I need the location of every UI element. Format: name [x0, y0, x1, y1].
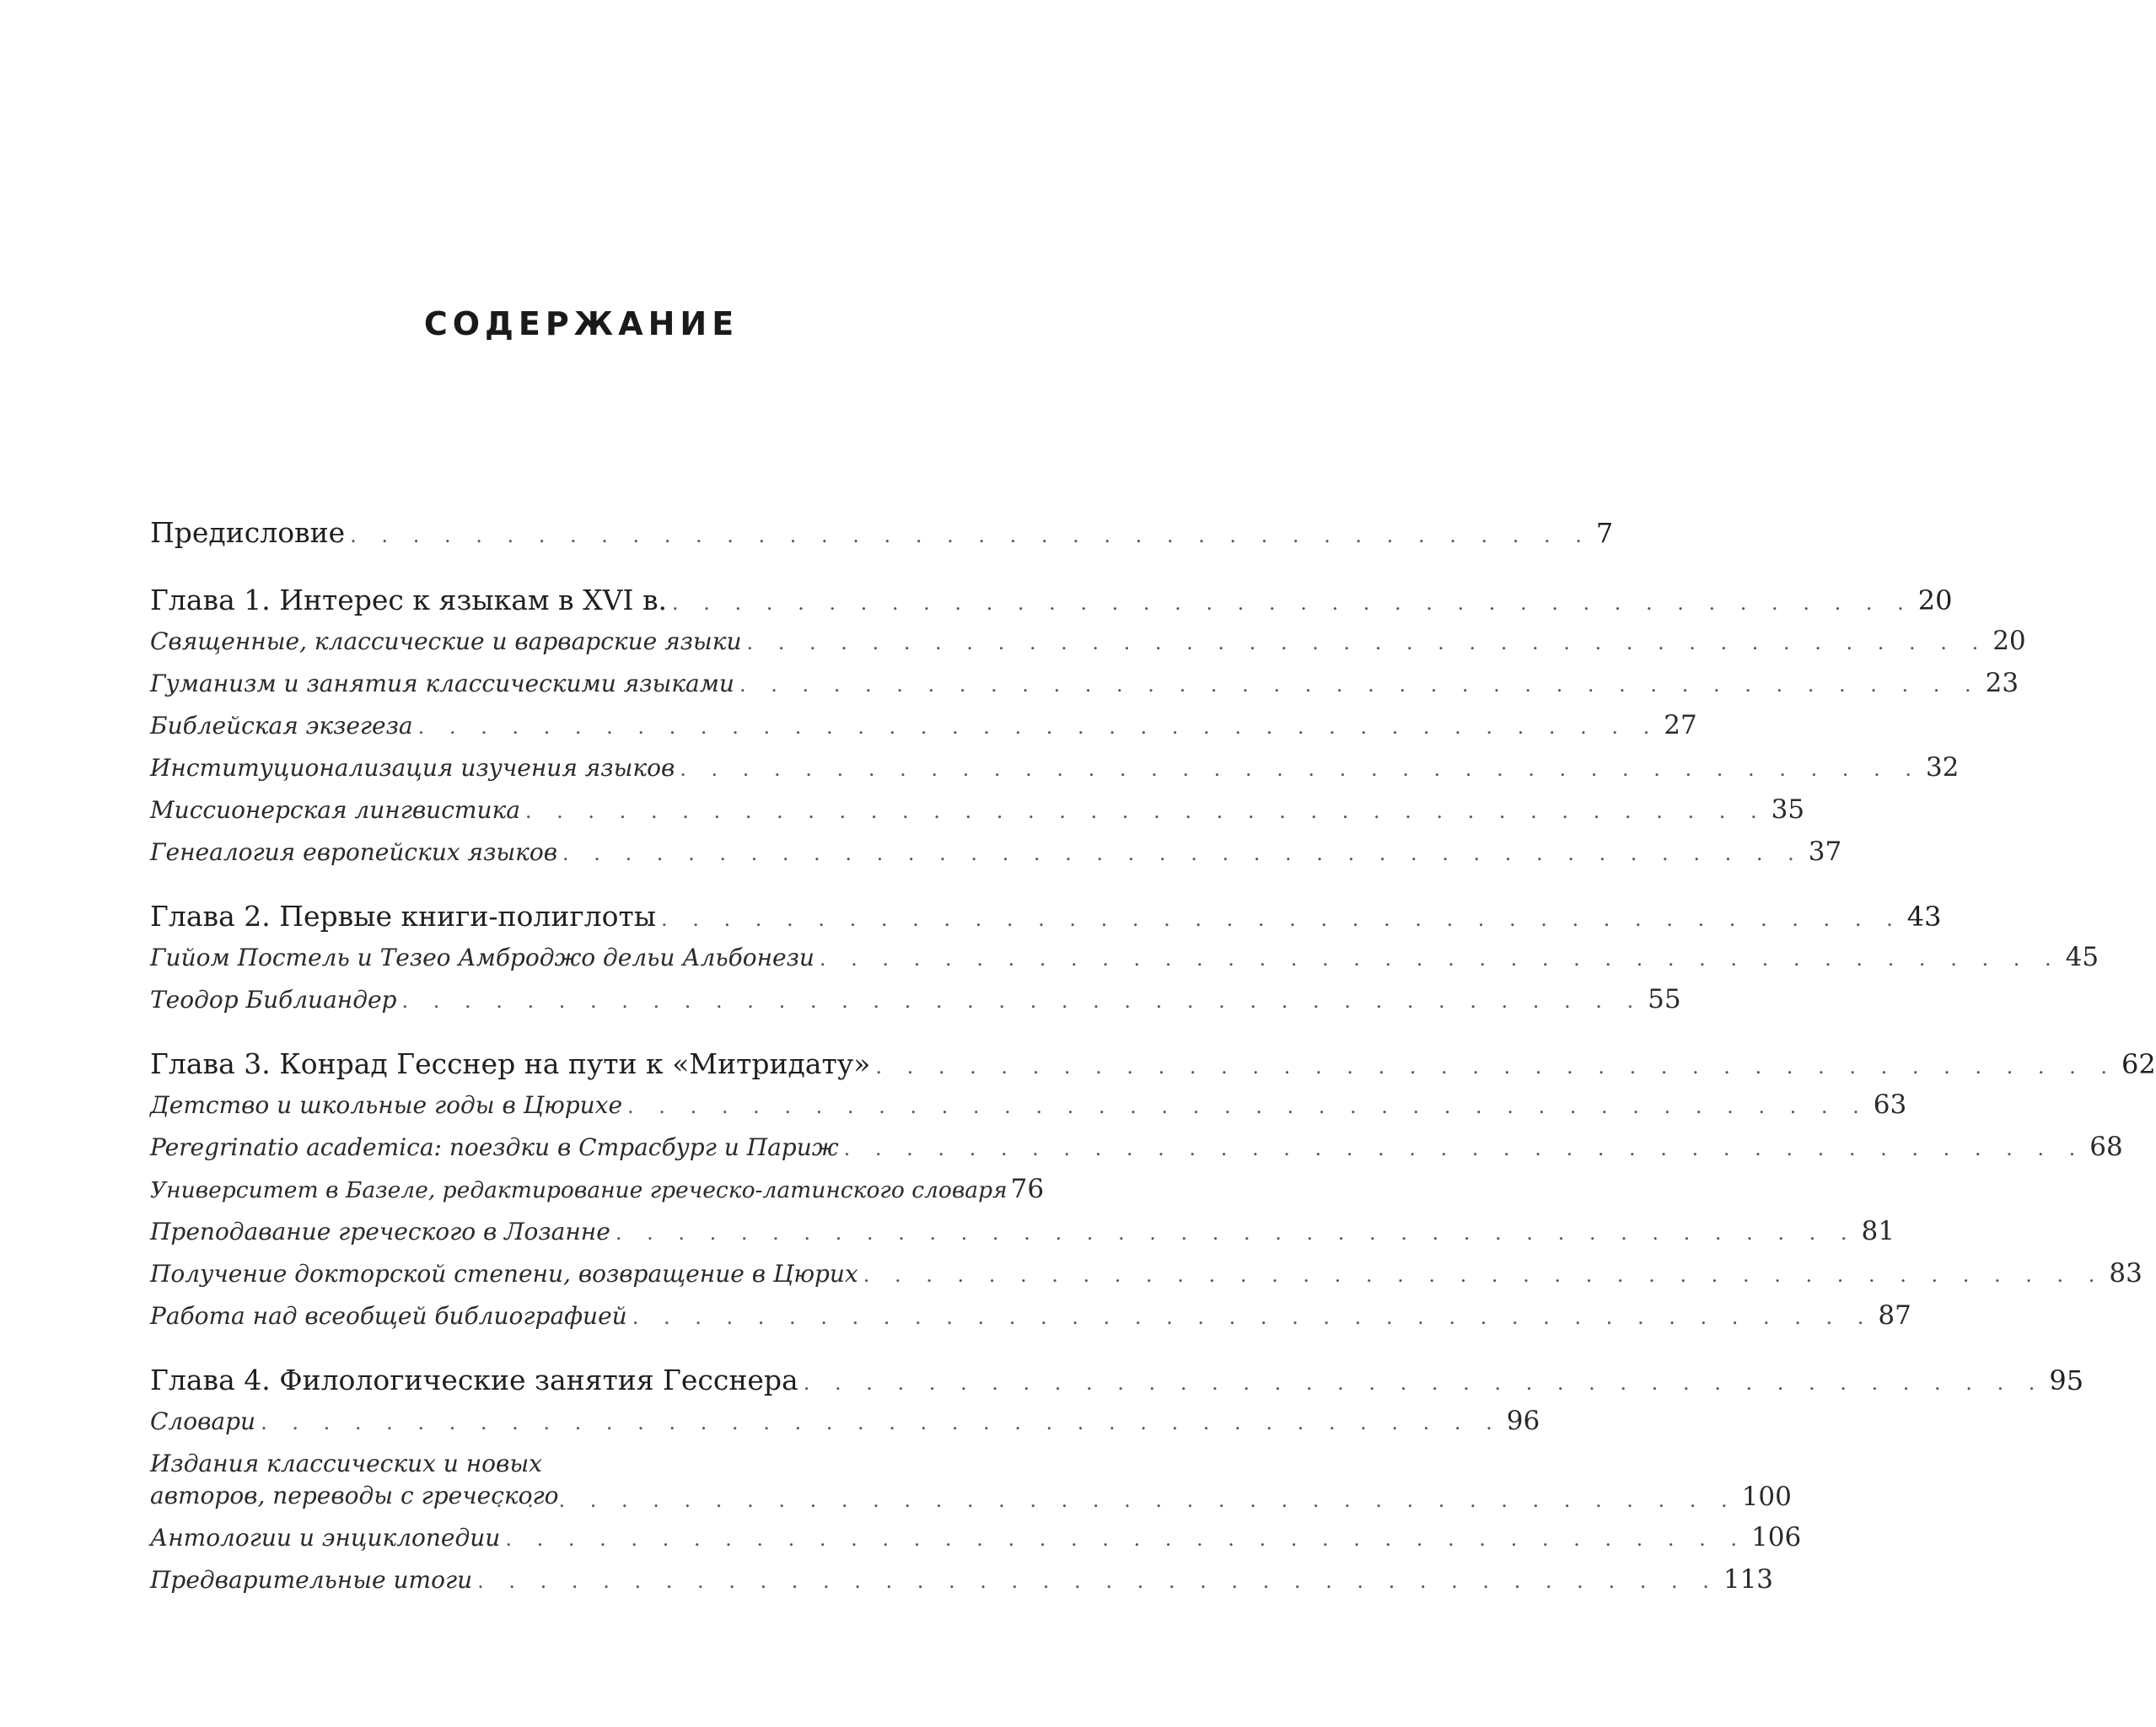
toc-entry[interactable]: [150, 984, 1681, 1014]
toc-page-number: 95: [2049, 1364, 2084, 1396]
toc-page-number: 37: [1808, 837, 1842, 867]
toc-entry[interactable]: [150, 900, 1942, 933]
toc-page-number: 96: [1506, 1406, 1540, 1436]
toc-entry[interactable]: [150, 1406, 1540, 1436]
dot-leader: . . . . . . . . . . . . . . . . . . . . . . . . . . . . . . . . . . . . . . . .: [261, 1411, 1502, 1434]
toc-page-number: 45: [2065, 942, 2100, 972]
dot-leader: . . . . . . . . . . . . . . . . . . . . . . . . . . . . . . . . . . . . . . . .: [401, 989, 1643, 1013]
toc-entry[interactable]: [150, 1448, 1792, 1512]
toc-entry-label: Генеалогия европейских языков: [150, 838, 558, 866]
toc-entry-label: Глава 2. Первые книги-полиглоты: [150, 900, 657, 933]
toc-entry[interactable]: [150, 1364, 2084, 1396]
toc-page-number: 83: [2109, 1258, 2143, 1289]
toc-entry-label: Университет в Базеле, редактирование греческо-латинского словаря: [150, 1177, 1008, 1203]
toc-page-number: 68: [2089, 1132, 2123, 1162]
toc-entry[interactable]: [150, 584, 1953, 616]
toc-page-number: 43: [1906, 901, 1942, 933]
toc-entry-label: Священные, классические и варварские языки: [150, 627, 742, 655]
dot-leader: . . . . . . . . . . . . . . . . . . . . . . . . . . . . . . . . . . . . . . . .: [875, 1055, 2117, 1079]
toc-page-number: 100: [1741, 1482, 1792, 1512]
dot-leader: . . . . . . . . . . . . . . . . . . . . . . . . . . . . . . . . . . . . . . . .: [672, 591, 1913, 615]
toc-entry-label: Предисловие: [150, 516, 346, 549]
toc-entry[interactable]: [150, 1174, 1045, 1204]
dot-leader: . . . . . . . . . . . . . . . . . . . . . . . . . . . . . . . . . . . . . . . .: [746, 631, 1988, 654]
dot-leader: . . . . . . . . . . . . . . . . . . . . . . . . . . . . . . . . . . . . . . . .: [739, 673, 1981, 697]
toc-entry-label: Словари: [150, 1407, 256, 1435]
toc-entry-label: Издания классических и новых авторов, переводы с греческого: [150, 1450, 559, 1509]
dot-leader: . . . . . . . . . . . . . . . . . . . . . . . . . . . . . . . . . . . . . . . .: [627, 1095, 1868, 1118]
toc-entry-label: Получение докторской степени, возвращение в Цюрих: [150, 1260, 858, 1288]
toc-entry[interactable]: [150, 1089, 1907, 1120]
dot-leader: . . . . . . . . . . . . . . . . . . . . . . . . . . . . . . . . . . . . . . . .: [819, 947, 2061, 971]
toc-entry-label: Библейская экзегеза: [150, 712, 413, 740]
toc-entry-label: Миссионерская лингвистика: [150, 796, 520, 824]
toc-page-number: 23: [1985, 668, 2019, 698]
toc-entry-label: Гийом Постель и Тезео Амброджо дельи Альбонези: [150, 944, 815, 971]
toc-entry[interactable]: [150, 794, 1805, 825]
toc-page-number: 20: [1917, 584, 1953, 616]
toc-entry-label: Работа над всеобщей библиографией: [150, 1302, 627, 1330]
dot-leader: . . . . . . . . . . . . . . . . . . . . . . . . . . . . . . . . . . . . . . . .: [562, 842, 1804, 865]
toc-page-number: 106: [1751, 1522, 1802, 1552]
toc-page-number: 55: [1648, 984, 1681, 1014]
toc-entry[interactable]: [150, 1047, 2156, 1080]
toc-entry[interactable]: [150, 668, 2019, 698]
toc-entry[interactable]: [150, 752, 1960, 783]
toc-entry-label: Глава 4. Филологические занятия Гесснера: [150, 1364, 798, 1396]
toc-entry[interactable]: [150, 1216, 1895, 1246]
dot-leader: . . . . . . . . . . . . . . . . . . . . . . . . . . . . . . . . . . . . . . . .: [863, 1263, 2105, 1287]
dot-leader: . . . . . . . . . . . . . . . . . . . . . . . . . . . . . . . . . . . . . . . .: [632, 1305, 1874, 1329]
toc-entry-label: Антологии и энциклопедии: [150, 1524, 501, 1552]
toc-page-number: 113: [1723, 1564, 1774, 1595]
toc-entry-label: Глава 3. Конрад Гесснер на пути к «Митридату»: [150, 1047, 871, 1080]
toc-entry[interactable]: [150, 1522, 1802, 1552]
dot-leader: . . . . . . . . . . . . . . . . . . . . . . . . . . . . . . . . . . . . . . . .: [496, 1488, 1737, 1512]
toc-entry[interactable]: [150, 1564, 1774, 1595]
dot-leader: . . . . . . . . . . . . . . . . . . . . . . . . . . . . . . . . . . . . . . . .: [505, 1527, 1746, 1551]
toc-entry[interactable]: [150, 942, 2100, 972]
toc-entry-label: Гуманизм и занятия классическими языками: [150, 670, 734, 697]
toc-page-number: 76: [1010, 1174, 1045, 1204]
dot-leader: . . . . . . . . . . . . . . . . . . . . . . . . . . . . . . . . . . . . . . . .: [680, 757, 1921, 781]
toc-entry-label: Предварительные итоги: [150, 1566, 473, 1594]
toc-page-number: 63: [1873, 1089, 1907, 1120]
dot-leader: . . . . . . . . . . . . . . . . . . . . . . . . . . . . . . . . . . . . . . . .: [661, 907, 1902, 931]
toc-page-number: 7: [1595, 517, 1614, 549]
toc-entry-label: Глава 1. Интерес к языкам в XVI в.: [150, 584, 668, 616]
toc-entry[interactable]: [150, 626, 2026, 656]
dot-leader: . . . . . . . . . . . . . . . . . . . . . . . . . . . . . . . . . . . . . . . .: [477, 1569, 1718, 1593]
toc-page-number: 62: [2121, 1048, 2156, 1080]
dot-leader: . . . . . . . . . . . . . . . . . . . . . . . . . . . . . . . . . . . . . . . .: [843, 1137, 2085, 1160]
toc-entry[interactable]: [150, 1300, 1911, 1331]
toc-page-number: 87: [1878, 1300, 1911, 1331]
toc-entry-label: Детство и школьные годы в Цюрихе: [150, 1091, 623, 1119]
toc-page-number: 81: [1861, 1216, 1895, 1246]
page-title: СОДЕРЖАНИЕ: [423, 305, 739, 342]
toc-entry[interactable]: [150, 516, 1614, 549]
toc-entry[interactable]: [150, 710, 1697, 740]
toc-page-number: 27: [1664, 710, 1697, 740]
toc-entry[interactable]: [150, 1258, 2143, 1289]
toc-entry-label: Peregrinatio academica: поездки в Страсбург и Париж: [150, 1133, 839, 1161]
toc-entry[interactable]: [150, 1132, 2123, 1162]
dot-leader: . . . . . . . . . . . . . . . . . . . . . . . . . . . . . . . . . . . . . . . .: [803, 1371, 2045, 1395]
dot-leader: . . . . . . . . . . . . . . . . . . . . . . . . . . . . . . . . . . . . . . . .: [350, 524, 1591, 547]
toc-page-number: 32: [1925, 752, 1960, 783]
dot-leader: . . . . . . . . . . . . . . . . . . . . . . . . . . . . . . . . . . . . . . . .: [417, 715, 1659, 739]
dot-leader: . . . . . . . . . . . . . . . . . . . . . . . . . . . . . . . . . . . . . . . .: [615, 1221, 1857, 1245]
toc-page-number: 35: [1771, 794, 1805, 825]
toc-entry-label: Преподавание греческого в Лозанне: [150, 1218, 610, 1245]
toc-entry[interactable]: [150, 837, 1842, 867]
toc-entry-label: Теодор Библиандер: [150, 986, 397, 1014]
toc-entry-label: Институционализация изучения языков: [150, 754, 675, 782]
toc-page-number: 20: [1992, 626, 2026, 656]
dot-leader: . . . . . . . . . . . . . . . . . . . . . . . . . . . . . . . . . . . . . . . .: [524, 799, 1766, 823]
